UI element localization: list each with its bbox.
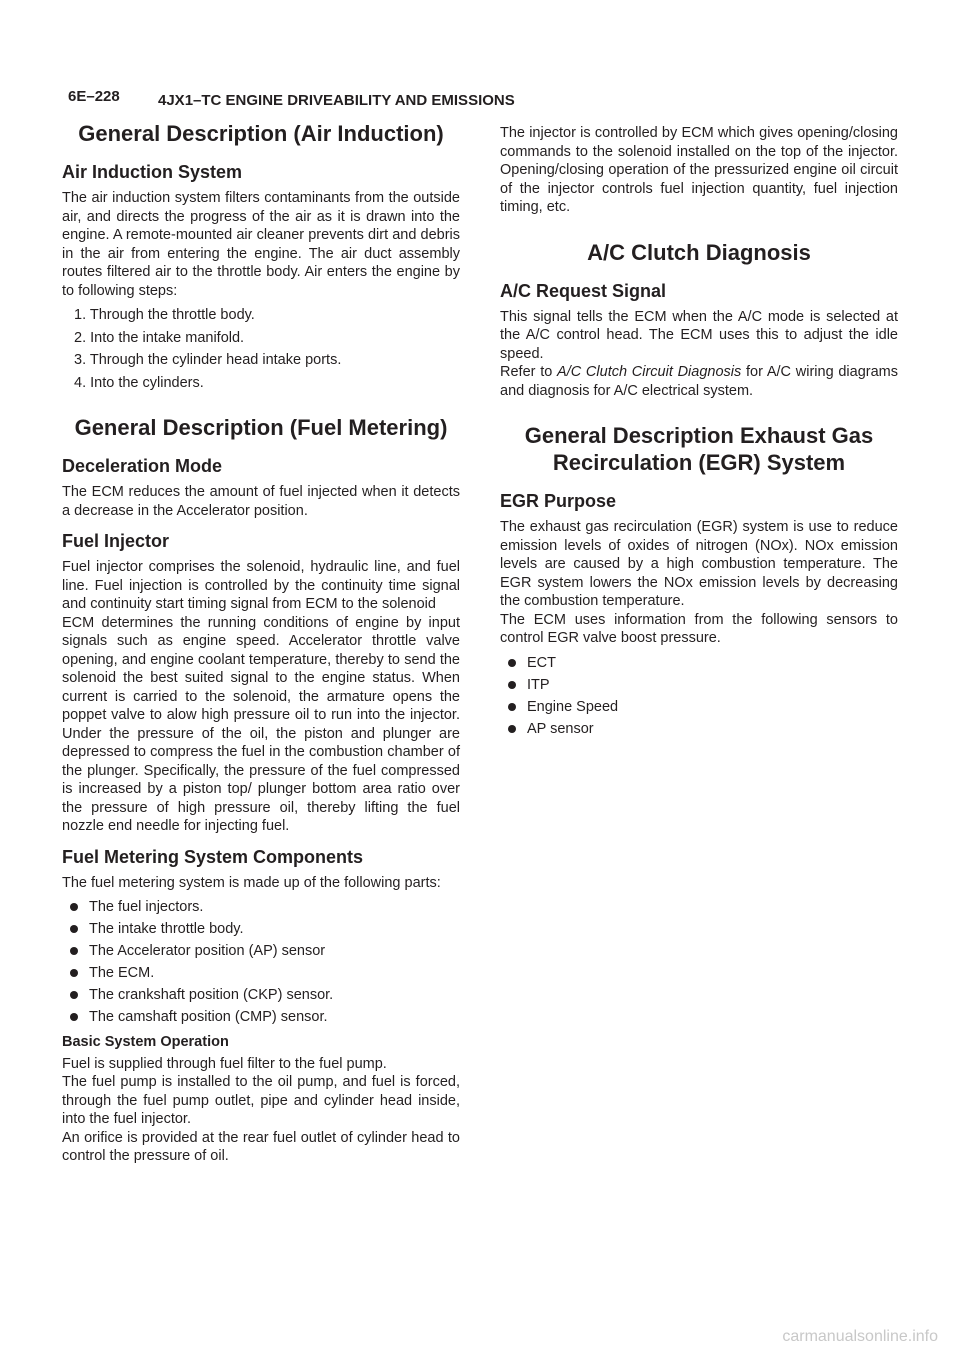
- list-item: The ECM.: [70, 964, 460, 983]
- left-column: [62, 120, 460, 1172]
- bullet-icon: [508, 703, 516, 711]
- paragraph: Fuel is supplied through fuel filter to the fuel pump.: [62, 1055, 387, 1072]
- list-item: 3. Through the cylinder head intake ports.: [74, 352, 342, 368]
- bullet-icon: [70, 903, 78, 911]
- bullet-icon: [508, 725, 516, 733]
- subheading-egr-purpose: EGR Purpose: [500, 491, 617, 511]
- subheading-deceleration-mode: Deceleration Mode: [62, 456, 223, 476]
- section-title-fuel-metering: General Description (Fuel Metering): [74, 415, 448, 440]
- paragraph: The ECM reduces the amount of fuel injected when it detects a decrease in the Accelerator position.: [62, 484, 460, 519]
- subheading-fuel-injector: Fuel Injector: [62, 531, 170, 551]
- paragraph: The fuel pump is installed to the oil pump, and fuel is forced, through the fuel pump outlet, pipe and cylinder head inside, into the fuel injector.: [62, 1074, 460, 1127]
- right-column: [500, 124, 898, 744]
- bullet-icon: [70, 991, 78, 999]
- paragraph: ECM determines the running conditions of engine by input signals such as engine speed. Accelerator throttle valve opening, and engine coolant temperature, thereby to send the solenoid the best suited signal to the engine status. When current is carried to the solenoid, the armature opens the poppet valve to alow high pressure oil to run into the injector. Under the pressure of the oil, the piston and plunger are depressed to compress the fuel in the combustion chamber of the plunger. Specifically, the pressure of the fuel compressed is increased by a piston top/ plunger bottom area ratio over the pressure of high pressure oil, thereby lifting the fuel nozzle end needle for injecting fuel.: [62, 614, 460, 834]
- bullet-icon: [70, 947, 78, 955]
- sensors-list: [500, 654, 898, 739]
- list-item: Engine Speed: [508, 698, 898, 717]
- bullet-icon: [70, 969, 78, 977]
- list-item: ITP: [508, 676, 898, 695]
- subheading-air-induction-system: Air Induction System: [62, 162, 243, 182]
- section-title-egr: General Description Exhaust Gas Recirculation (EGR) System: [524, 423, 874, 475]
- list-item: ECT: [508, 654, 898, 673]
- steps-list: [62, 306, 460, 392]
- paragraph: Refer to A/C Clutch Circuit Diagnosis for A/C wiring diagrams and diagnosis for A/C electrical system.: [500, 364, 898, 399]
- paragraph: An orifice is provided at the rear fuel outlet of cylinder head to control the pressure of oil.: [62, 1129, 460, 1164]
- paragraph: The ECM uses information from the following sensors to control EGR valve boost pressure.: [500, 611, 898, 646]
- list-item: The fuel injectors.: [70, 898, 460, 917]
- list-item: AP sensor: [508, 720, 898, 739]
- bullet-icon: [508, 681, 516, 689]
- paragraph: This signal tells the ECM when the A/C mode is selected at the A/C control head. The ECM uses this to adjust the idle speed.: [500, 308, 898, 362]
- list-item: The Accelerator position (AP) sensor: [70, 942, 460, 961]
- page-number: 6E–228: [68, 88, 120, 105]
- bullet-icon: [70, 925, 78, 933]
- list-item: The camshaft position (CMP) sensor.: [70, 1008, 460, 1027]
- components-list: [62, 898, 460, 1027]
- list-item: The crankshaft position (CKP) sensor.: [70, 986, 460, 1005]
- list-item: The intake throttle body.: [70, 920, 460, 939]
- running-title: 4JX1–TC ENGINE DRIVEABILITY AND EMISSIONS: [158, 92, 515, 109]
- cross-reference: A/C Clutch Circuit Diagnosis: [557, 364, 742, 380]
- subheading-ac-request-signal: A/C Request Signal: [500, 280, 667, 301]
- bullet-icon: [70, 1013, 78, 1021]
- list-item: 1. Through the throttle body.: [74, 307, 255, 323]
- subheading-basic-system-operation: Basic System Operation: [62, 1033, 229, 1050]
- list-item: 2. Into the intake manifold.: [74, 329, 245, 346]
- bullet-icon: [508, 659, 516, 667]
- paragraph: The air induction system filters contaminants from the outside air, and directs the progress of the air as it is drawn into the engine. A remote-mounted air cleaner prevents dirt and debris in the air from entering the engine. The air duct assembly routes filtered air to the throttle body. Air enters the engine by to following steps:: [62, 190, 460, 299]
- paragraph: The fuel metering system is made up of the following parts:: [62, 874, 441, 891]
- subheading-fuel-metering-components: Fuel Metering System Components: [62, 846, 364, 867]
- section-title-ac-clutch: A/C Clutch Diagnosis: [587, 239, 811, 265]
- paragraph: Fuel injector comprises the solenoid, hydraulic line, and fuel line. Fuel injection is controlled by the continuity time signal and continuity start timing signal from ECM to the solenoid: [62, 559, 460, 612]
- paragraph: The exhaust gas recirculation (EGR) system is use to reduce emission levels of oxides of nitrogen (NOx). NOx emission levels are caused by a high combustion temperature. The EGR system lowers the NOx emission levels by decreasing the combustion temperature.: [500, 519, 898, 609]
- paragraph: The injector is controlled by ECM which gives opening/closing commands to the solenoid installed on the top of the injector. Opening/closing operation of the pressurized engine oil circuit of the injector controls fuel injection quantity, fuel injection timing, etc.: [500, 125, 898, 215]
- section-title-air-induction: General Description (Air Induction): [78, 121, 444, 146]
- list-item: 4. Into the cylinders.: [74, 374, 204, 391]
- watermark: carmanualsonline.info: [782, 1328, 938, 1345]
